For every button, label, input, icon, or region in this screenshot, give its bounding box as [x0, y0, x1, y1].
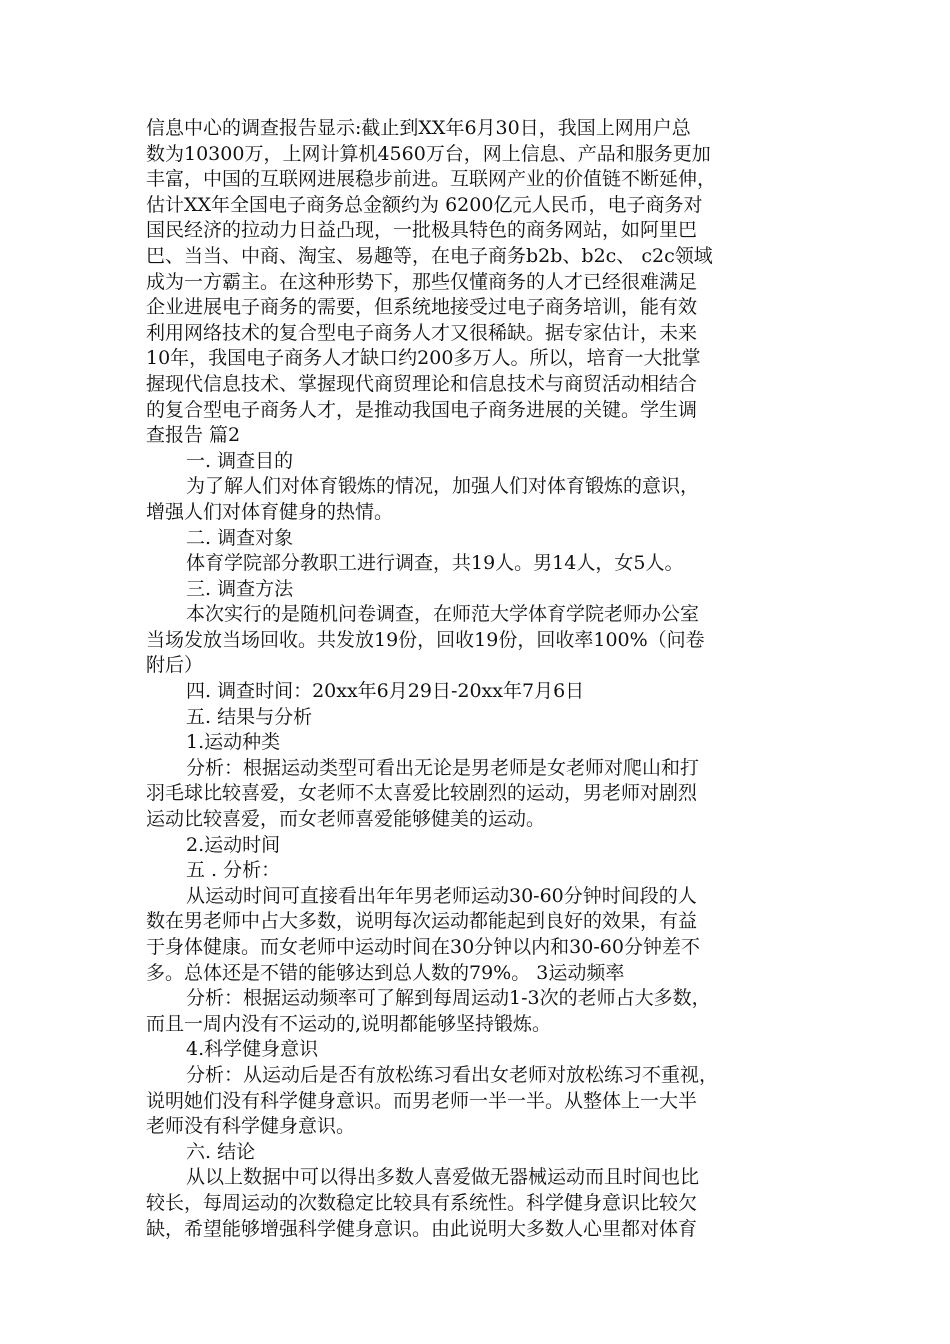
text-line: 运动比较喜爱，而女老师喜爱能够健美的运动。 [146, 808, 546, 831]
text-line: 二. 调查对象 [186, 526, 294, 549]
text-line: 增强人们对体育健身的热情。 [146, 500, 394, 523]
text-line: 2.运动时间 [186, 833, 281, 856]
text-line: 巴、当当、中商、淘宝、易趣等，在电子商务b2b、b2c、 c2c领域 [146, 244, 713, 267]
text-line: 五 . 分析： [186, 859, 281, 882]
text-line: 数在男老师中占大多数，说明每次运动都能起到良好的效果，有益 [146, 910, 698, 933]
text-line: 四. 调查时间：20xx年6月29日-20xx年7月6日 [186, 680, 585, 703]
text-line: 4.科学健身意识 [186, 1038, 319, 1061]
text-line: 从运动时间可直接看出年年男老师运动30-60分钟时间段的人 [186, 884, 697, 907]
text-line: 分析：从运动后是否有放松练习看出女老师对放松练习不重视， [186, 1063, 719, 1086]
text-line: 分析：根据运动频率可了解到每周运动1-3次的老师占大多数， [186, 987, 711, 1010]
text-line: 老师没有科学健身意识。 [146, 1115, 356, 1138]
text-line: 为了解人们对体育锻炼的情况，加强人们对体育锻炼的意识， [186, 475, 700, 498]
text-line: 从以上数据中可以得出多数人喜爱做无器械运动而且时间也比 [186, 1166, 700, 1189]
text-line: 丰富，中国的互联网进展稳步前进。互联网产业的价值链不断延伸， [146, 168, 717, 191]
text-line: 多。总体还是不错的能够达到总人数的79%。 3运动频率 [146, 961, 625, 984]
text-line: 附后） [146, 654, 204, 677]
text-line: 缺，希望能够增强科学健身意识。由此说明大多数人心里都对体育 [146, 1217, 698, 1240]
text-line: 当场发放当场回收。共发放19份，回收19份，回收率100%（问卷 [146, 628, 705, 651]
text-line: 10年，我国电子商务人才缺口约200多万人。所以，培育一大批掌 [146, 347, 701, 370]
text-line: 企业进展电子商务的需要，但系统地接受过电子商务培训，能有效 [146, 296, 698, 319]
text-line: 信息中心的调查报告显示:截止到XX年6月30日，我国上网用户总 [146, 117, 691, 139]
text-line: 一. 调查目的 [186, 449, 294, 472]
text-line: 利用网络技术的复合型电子商务人才又很稀缺。据专家估计，未来 [146, 321, 698, 344]
text-line: 1.运动种类 [186, 731, 281, 754]
text-line: 分析：根据运动类型可看出无论是男老师是女老师对爬山和打 [186, 756, 700, 779]
text-line: 查报告 篇2 [146, 424, 241, 447]
text-line: 国民经济的拉动力日益凸现，一批极具特色的商务网站，如阿里巴 [146, 219, 698, 242]
text-line: 数为10300万，上网计算机4560万台，网上信息、产品和服务更加 [146, 142, 711, 165]
text-line: 较长，每周运动的次数稳定比较具有系统性。科学健身意识比较欠 [146, 1191, 698, 1214]
text-line: 五. 结果与分析 [186, 705, 313, 728]
text-line: 本次实行的是随机问卷调查，在师范大学体育学院老师办公室 [186, 603, 700, 626]
text-line: 三. 调查方法 [186, 577, 294, 600]
text-line: 六. 结论 [186, 1140, 256, 1163]
text-line: 于身体健康。而女老师中运动时间在30分钟以内和30-60分钟差不 [146, 936, 700, 958]
text-line: 说明她们没有科学健身意识。而男老师一半一半。从整体上一大半 [146, 1089, 698, 1112]
text-line: 估计XX年全国电子商务总金额约为 6200亿元人民币，电子商务对 [146, 193, 703, 216]
text-line: 体育学院部分教职工进行调查，共19人。男14人，女5人。 [186, 552, 684, 575]
document-body [146, 116, 806, 1242]
text-line: 握现代信息技术、掌握现代商贸理论和信息技术与商贸活动相结合 [146, 372, 698, 395]
text-line: 而且一周内没有不运动的,说明都能够坚持锻炼。 [146, 1012, 552, 1035]
text-line: 成为一方霸主。在这种形势下，那些仅懂商务的人才已经很难满足 [146, 270, 698, 293]
text-line: 的复合型电子商务人才，是推动我国电子商务进展的关键。学生调 [146, 398, 698, 421]
text-line: 羽毛球比较喜爱，女老师不太喜爱比较剧烈的运动，男老师对剧烈 [146, 782, 698, 805]
